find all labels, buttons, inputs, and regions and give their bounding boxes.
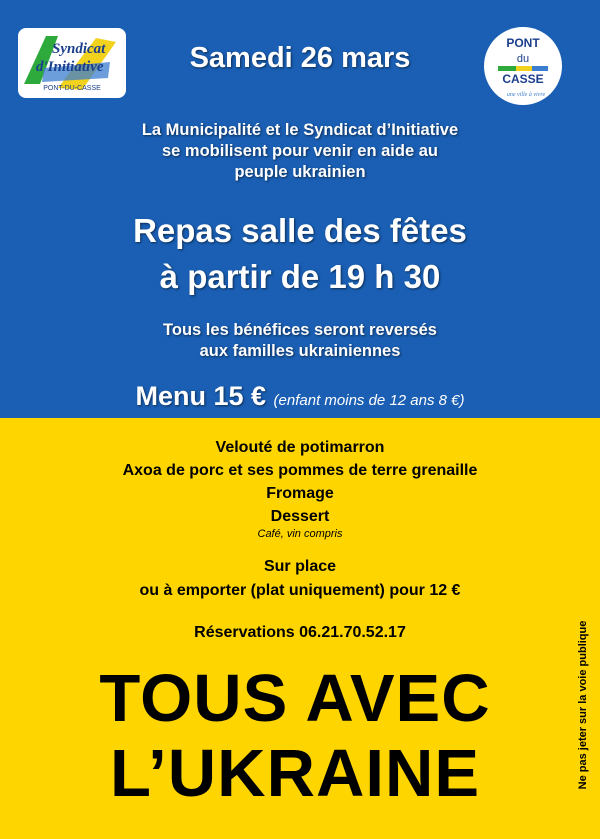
syndicat-logo-line3: PONT-DU-CASSE: [43, 85, 101, 92]
dinner-time: à partir de 19 h 30: [159, 258, 441, 295]
on-site-label: Sur place: [263, 558, 337, 575]
menu-price: Menu 15 €: [135, 381, 267, 411]
drinks-included: Café, vin compris: [257, 528, 343, 540]
intro-line-3: peuple ukrainien: [234, 163, 366, 181]
reservation-phone: Réservations 06.21.70.52.17: [194, 624, 406, 641]
dinner-headline: [0, 208, 600, 300]
menu-dishes: [0, 436, 600, 540]
syndicat-logo-line1: Syndicat: [52, 41, 106, 57]
pont-logo-line3: CASSE: [502, 72, 544, 86]
event-date: Samedi 26 mars: [189, 42, 411, 74]
intro-line-1: La Municipalité et le Syndicat d’Initiative: [141, 121, 459, 139]
service-options: [0, 555, 600, 603]
pont-logo-line1: PONT: [506, 36, 540, 50]
benefits-line-1: Tous les bénéfices seront reversés: [163, 321, 437, 339]
slogan-line-2: L’UKRAINE: [109, 736, 481, 811]
pont-logo-tagline: une ville à vivre: [506, 92, 546, 98]
dinner-venue: Repas salle des fêtes: [133, 212, 467, 249]
pont-logo-line2: du: [516, 53, 530, 65]
benefits-text: [0, 320, 600, 362]
intro-line-2: se mobilisent pour venir en aide au: [162, 142, 438, 160]
dish-main: Axoa de porc et ses pommes de terre grenaille: [122, 462, 478, 479]
intro-text: [0, 120, 600, 183]
takeaway-label: ou à emporter (plat uniquement) pour 12 €: [139, 582, 461, 599]
menu-price-line: [0, 381, 600, 412]
child-price-note: (enfant moins de 12 ans 8 €): [273, 392, 465, 409]
litter-notice: Ne pas jeter sur la voie publique: [577, 620, 589, 790]
slogan-line-1: TOUS AVEC: [99, 661, 491, 736]
dish-starter: Velouté de potimarron: [215, 439, 385, 456]
syndicat-logo-line2: d'Initiative: [36, 59, 104, 75]
dish-cheese: Fromage: [266, 485, 334, 502]
dish-dessert: Dessert: [270, 508, 330, 525]
benefits-line-2: aux familles ukrainiennes: [199, 342, 401, 360]
